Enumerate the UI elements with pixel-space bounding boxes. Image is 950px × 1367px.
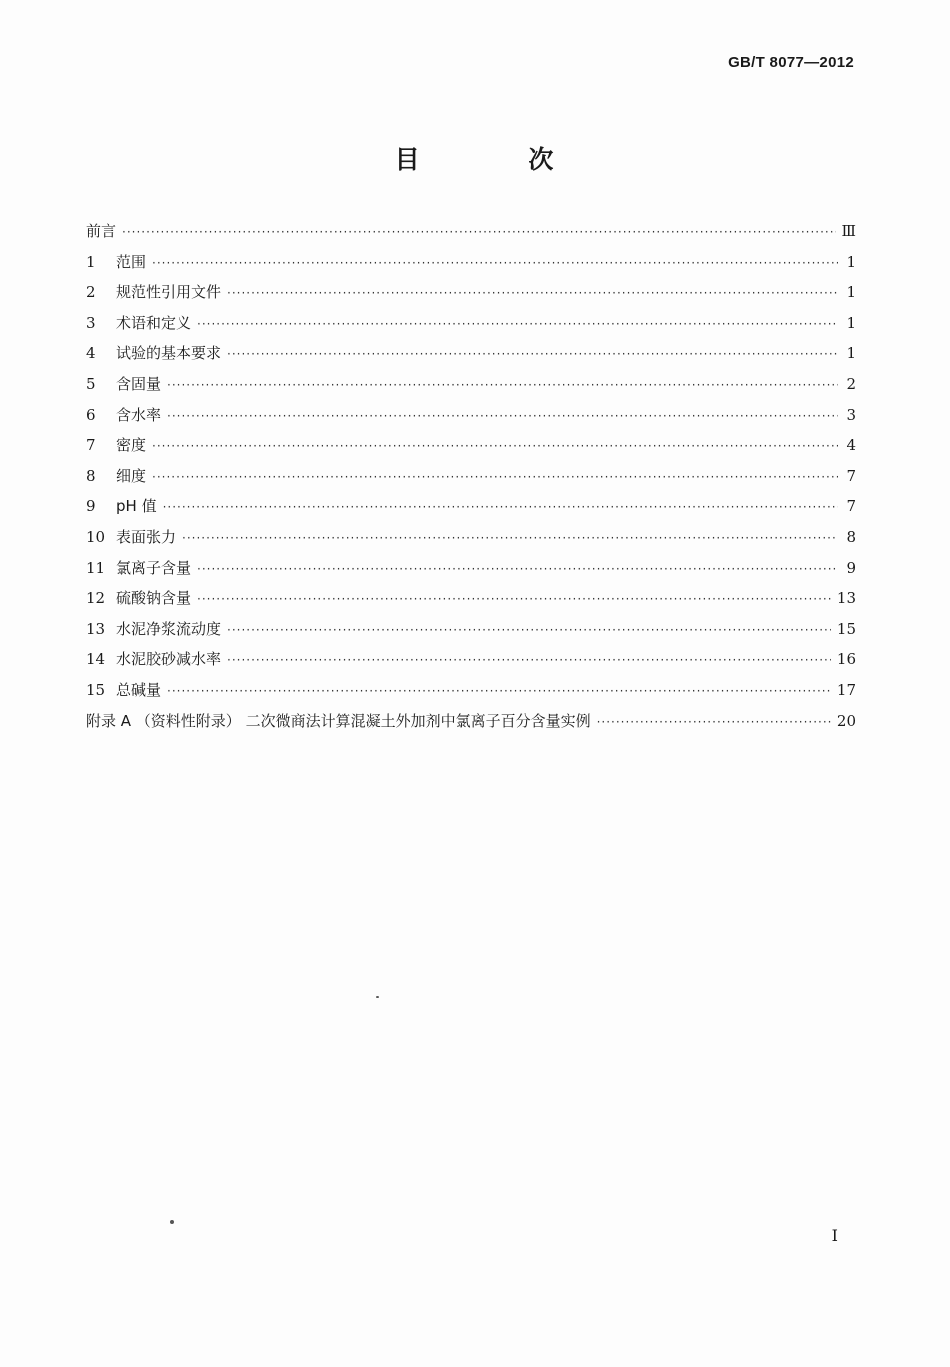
toc-leader-dots — [167, 378, 838, 392]
toc-entry-label: 总碱量 — [116, 680, 162, 699]
toc-leader-dots — [152, 439, 838, 453]
toc-entry[interactable] — [86, 587, 856, 618]
toc-entry-number: 11 — [86, 558, 106, 577]
toc-entry-label: 前言 — [86, 222, 117, 240]
toc-entry-number: 8 — [86, 466, 96, 485]
toc-entry-page: 17 — [836, 680, 856, 699]
toc-entry[interactable] — [86, 312, 856, 343]
toc-entry-label: 表面张力 — [116, 527, 177, 546]
toc-entry-number: 3 — [86, 313, 96, 332]
toc-entry-label: 规范性引用文件 — [116, 283, 222, 302]
standard-code: GB/T 8077—2012 — [728, 54, 854, 71]
toc-entry-page: 9 — [846, 558, 856, 577]
footer-page-number: I — [831, 1226, 838, 1245]
toc-entry[interactable] — [86, 465, 856, 496]
toc-entry-number: 7 — [86, 436, 96, 455]
toc-leader-dots — [227, 347, 838, 361]
toc-entry-page: 1 — [846, 344, 856, 363]
toc-entry-number: 12 — [86, 589, 106, 608]
toc-entry-page: 4 — [846, 436, 856, 455]
toc-leader-dots — [122, 225, 836, 239]
toc-entry[interactable] — [86, 220, 856, 251]
toc-entry[interactable] — [86, 618, 856, 649]
toc-entry-label: 密度 — [116, 436, 147, 455]
toc-entry-label: 含水率 — [116, 405, 162, 424]
toc-entry-page: 1 — [846, 283, 856, 302]
toc-entry-number: 1 — [86, 252, 96, 271]
toc-entry-number: 2 — [86, 283, 96, 302]
toc-entry-page: 16 — [836, 650, 856, 669]
toc-leader-dots — [167, 409, 838, 423]
toc-entry-number: 15 — [86, 680, 106, 699]
toc-entry-page: 7 — [846, 466, 856, 485]
toc-entry-number: 4 — [86, 344, 96, 363]
toc-leader-dots — [167, 684, 831, 698]
toc-entry[interactable] — [86, 434, 856, 465]
toc-leader-dots — [152, 256, 838, 270]
toc-entry-label: 术语和定义 — [116, 313, 192, 332]
toc-entry-page: 15 — [836, 619, 856, 638]
toc-entry-page: 2 — [846, 374, 856, 393]
toc-entry[interactable] — [86, 679, 856, 710]
page-title: 目 次 — [394, 145, 604, 174]
toc-entry-label: 附录 A （资料性附录） 二次微商法计算混凝土外加剂中氯离子百分含量实例 — [86, 711, 591, 730]
toc-entry-label: 细度 — [116, 466, 147, 485]
toc-entry[interactable] — [86, 648, 856, 679]
toc-entry-label: 试验的基本要求 — [116, 344, 222, 363]
toc-entry-label: pH 值 — [116, 497, 157, 516]
toc-entry-label: 硫酸钠含量 — [116, 589, 192, 608]
toc-entry-page: 13 — [836, 589, 856, 608]
toc-entry-number: 6 — [86, 405, 96, 424]
toc-entry[interactable] — [86, 495, 856, 526]
toc-entry-label: 氯离子含量 — [116, 558, 192, 577]
toc-entry-label: 范围 — [116, 252, 147, 271]
toc-entry-page: 7 — [846, 497, 856, 516]
toc-entry-number: 5 — [86, 374, 96, 393]
toc-entry[interactable] — [86, 342, 856, 373]
toc-leader-dots — [597, 715, 831, 729]
toc-entry-page: Ⅲ — [841, 222, 856, 240]
toc-entry[interactable] — [86, 251, 856, 282]
scan-speck — [376, 996, 379, 998]
toc-leader-dots — [227, 286, 838, 300]
toc-entry-number: 13 — [86, 619, 106, 638]
toc-leader-dots — [197, 592, 831, 606]
toc-entry-label: 水泥净浆流动度 — [116, 619, 222, 638]
toc-entry[interactable] — [86, 526, 856, 557]
table-of-contents — [86, 220, 856, 740]
toc-leader-dots — [163, 500, 838, 514]
toc-entry-number: 10 — [86, 527, 106, 546]
toc-entry-page: 1 — [846, 313, 856, 332]
toc-leader-dots — [197, 317, 838, 331]
toc-leader-dots — [152, 470, 838, 484]
toc-entry-number: 9 — [86, 497, 96, 516]
toc-entry-page: 20 — [836, 711, 856, 730]
toc-entry-number: 14 — [86, 650, 106, 669]
toc-leader-dots — [227, 653, 831, 667]
toc-entry-label: 含固量 — [116, 374, 162, 393]
toc-entry[interactable] — [86, 373, 856, 404]
toc-leader-dots — [227, 623, 831, 637]
toc-entry-page: 1 — [846, 252, 856, 271]
toc-entry[interactable] — [86, 281, 856, 312]
toc-entry-label: 水泥胶砂减水率 — [116, 650, 222, 669]
toc-entry[interactable] — [86, 557, 856, 588]
toc-entry[interactable] — [86, 710, 856, 741]
toc-entry[interactable] — [86, 404, 856, 435]
toc-entry-page: 8 — [846, 527, 856, 546]
scan-speck — [170, 1220, 174, 1224]
toc-leader-dots — [182, 531, 838, 545]
toc-leader-dots — [197, 562, 838, 576]
toc-entry-page: 3 — [846, 405, 856, 424]
